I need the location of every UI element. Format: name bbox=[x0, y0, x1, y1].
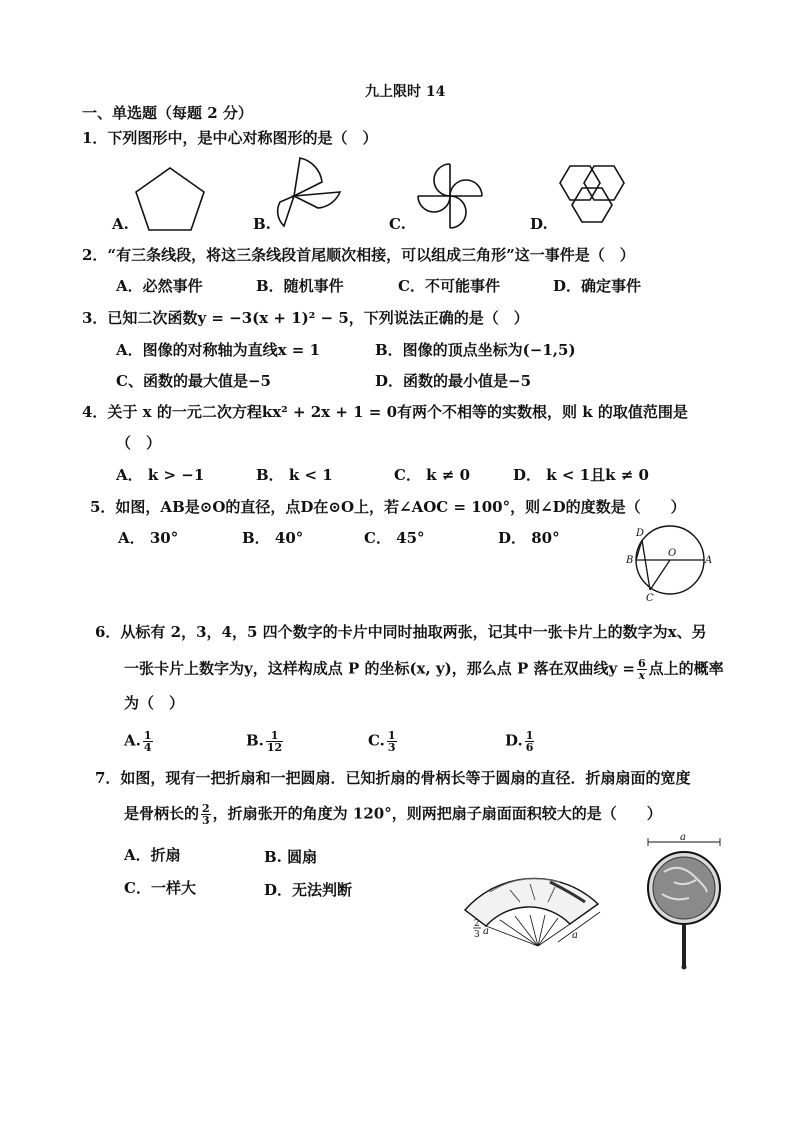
q7-option-b: B. 圆扇 bbox=[264, 848, 318, 866]
q3-option-a: A．图像的对称轴为直线x = 1 bbox=[116, 341, 321, 359]
q6-option-d: D. $\frac{1}{6}$ bbox=[505, 729, 534, 754]
q2-option-d: D．确定事件 bbox=[553, 277, 642, 295]
q6-option-a: A. $\frac{1}{4}$ bbox=[124, 729, 152, 754]
q2-option-a: A．必然事件 bbox=[116, 277, 203, 295]
fan-label-frac-den: 3 bbox=[474, 930, 480, 940]
q7-option-d: D．无法判断 bbox=[264, 881, 353, 899]
q4-stem: 4．关于 x 的一元二次方程kx² + 2x + 1 = 0有两个不相等的实数根，则 k 的取值范围是 bbox=[82, 403, 688, 421]
q2-option-b: B．随机事件 bbox=[256, 277, 344, 295]
q7-line1: 7．如图，现有一把折扇和一把圆扇．已知折扇的骨柄长等于圆扇的直径．折扇扇面的宽度 bbox=[95, 769, 691, 787]
q6-line2a: 一张卡片上数字为y，这样构成点 P 的坐标(x, y)，那么点 P 落在双曲线y = bbox=[124, 659, 635, 678]
q2-stem: 2．“有三条线段，将这三条线段首尾顺次相接，可以组成三角形”这一事件是（ ） bbox=[82, 246, 635, 264]
q1-stem: 1．下列图形中，是中心对称图形的是（ ） bbox=[82, 129, 378, 147]
q4-option-b: B． k < 1 bbox=[256, 466, 333, 484]
q2-option-c: C．不可能事件 bbox=[398, 277, 500, 295]
q1-option-d: D. bbox=[530, 215, 548, 233]
section-heading: 一、单选题（每题 2 分） bbox=[82, 104, 253, 122]
label-a: A bbox=[705, 555, 713, 566]
q6-line1: 6．从标有 2，3，4，5 四个数字的卡片中同时抽取两张，记其中一张卡片上的数字为x、另 bbox=[95, 623, 707, 641]
q6-line3: 为（ ） bbox=[124, 694, 185, 712]
q4-stem-paren: （ ） bbox=[116, 434, 162, 452]
label-o: O bbox=[668, 548, 677, 559]
q4-option-a: A． k > −1 bbox=[116, 466, 205, 484]
q5-option-c: C． 45° bbox=[364, 529, 425, 547]
q1-option-c: C. bbox=[389, 215, 406, 233]
round-fan-figure bbox=[634, 832, 734, 972]
fan-label-a: a bbox=[572, 930, 578, 941]
q1-option-a: A. bbox=[112, 215, 129, 233]
q1-option-b: B. bbox=[253, 215, 271, 233]
q7-width-fraction: $\frac{2}{3}$ bbox=[202, 802, 210, 827]
hexagons-figure bbox=[552, 158, 632, 238]
fan-label-frac-num: 2 bbox=[474, 919, 480, 929]
q5-option-d: D． 80° bbox=[498, 529, 560, 547]
q7-line2: 是骨柄长的 $\frac{2}{3}$ ，折扇张开的角度为 120°，则两把扇子扇面面积较大的是（ ） bbox=[124, 802, 662, 827]
circle-geometry-figure bbox=[622, 518, 714, 602]
q3-option-c: C、函数的最大值是−5 bbox=[116, 372, 271, 390]
folding-fan-figure bbox=[460, 862, 610, 952]
label-c: C bbox=[646, 593, 654, 602]
q6-option-c: C. $\frac{1}{3}$ bbox=[368, 729, 396, 754]
q5-option-a: A． 30° bbox=[118, 529, 179, 547]
page-title: 九上限时 14 bbox=[365, 84, 446, 100]
windmill-figure bbox=[412, 158, 488, 234]
q5-stem: 5．如图，AB是⊙O的直径，点D在⊙O上，若∠AOC = 100°，则∠D的度数是（ ） bbox=[90, 498, 686, 516]
q3-option-d: D．函数的最小值是−5 bbox=[375, 372, 532, 390]
q4-option-d: D． k < 1且k ≠ 0 bbox=[513, 466, 649, 484]
fan-label-a2: a bbox=[483, 926, 489, 937]
q7-option-c: C．一样大 bbox=[124, 879, 196, 897]
q7-option-a: A．折扇 bbox=[124, 846, 181, 864]
q5-option-b: B． 40° bbox=[242, 529, 304, 547]
round-fan-label-a: a bbox=[680, 832, 686, 843]
q6-line2b: 点上的概率 bbox=[648, 659, 724, 678]
q3-option-b: B．图像的顶点坐标为(−1,5) bbox=[375, 341, 576, 359]
q4-option-c: C． k ≠ 0 bbox=[394, 466, 471, 484]
q6-hyperbola-fraction: $\frac{6}{x}$ bbox=[637, 657, 646, 682]
q6-option-b: B. $\frac{1}{12}$ bbox=[246, 729, 283, 754]
pentagon-figure bbox=[132, 164, 212, 234]
pinwheel-figure bbox=[270, 152, 350, 234]
q6-line2 bbox=[124, 658, 724, 681]
q3-stem: 3．已知二次函数y = −3(x + 1)² − 5，下列说法正确的是（ ） bbox=[82, 309, 529, 327]
label-b: B bbox=[626, 555, 634, 566]
label-d: D bbox=[636, 528, 645, 539]
